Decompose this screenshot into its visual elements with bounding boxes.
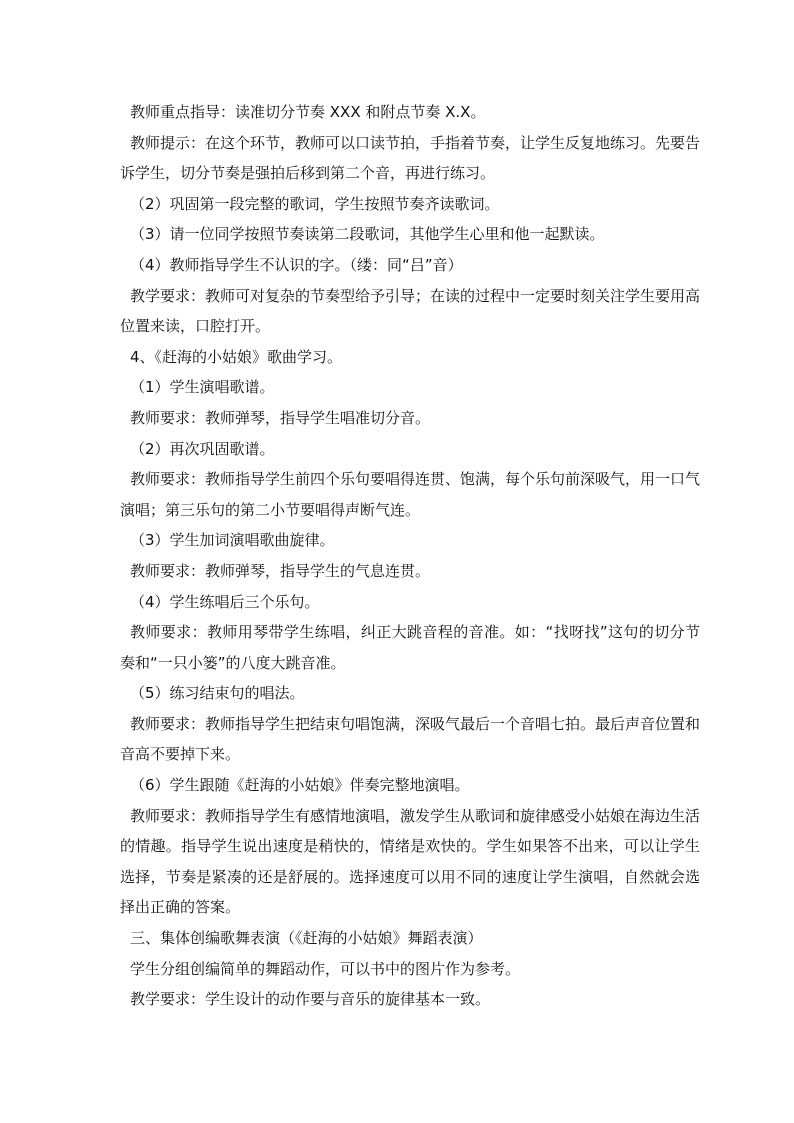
paragraph: （3）请一位同学按照节奏读第二段歌词，其他学生心里和他一起默读。 — [130, 225, 605, 244]
paragraph: 教师要求：教师指导学生把结束句唱饱满，深吸气最后一个音唱七拍。最后声音位置和音高不要掉下来。 — [120, 714, 701, 764]
paragraph: 教师要求：教师指导学生有感情地演唱，激发学生从歌词和旋律感受小姑娘在海边生活的情趣。指导学生说出速度是稍快的，情绪是欢快的。学生如果答不出来，可以让学生选择，节奏是紧凑的还是舒展的。选择速度可以用不同的速度让学生演唱，自然就会选择出正确的答案。 — [120, 806, 701, 917]
paragraph: （3）学生加词演唱歌曲旋律。 — [130, 531, 335, 550]
paragraph: （1）学生演唱歌谱。 — [130, 378, 275, 397]
document-body — [120, 97, 700, 1015]
paragraph: 教学要求：教师可对复杂的节奏型给予引导；在读的过程中一定要时刻关注学生要用高位置来读，口腔打开。 — [120, 286, 701, 336]
paragraph: 教师要求：教师弹琴，指导学生唱准切分音。 — [130, 408, 431, 427]
paragraph: （4）教师指导学生不认识的字。（缕：同“吕”音） — [130, 255, 463, 274]
paragraph: （6）学生跟随《赶海的小姑娘》伴奏完整地演唱。 — [130, 776, 470, 795]
paragraph: 学生分组创编简单的舞蹈动作，可以书中的图片作为参考。 — [130, 959, 521, 978]
paragraph: 4、《赶海的小姑娘》歌曲学习。 — [130, 347, 343, 366]
paragraph: 教师重点指导：读准切分节奏 XXX 和附点节奏 X.X。 — [130, 103, 486, 121]
paragraph: （2）再次巩固歌谱。 — [130, 439, 275, 458]
paragraph: 教学要求：学生设计的动作要与音乐的旋律基本一致。 — [130, 990, 491, 1009]
paragraph: 三、集体创编歌舞表演（《赶海的小姑娘》舞蹈表演） — [130, 929, 483, 948]
paragraph: （5）练习结束句的唱法。 — [130, 684, 305, 703]
paragraph: （2）巩固第一段完整的歌词，学生按照节奏齐读歌词。 — [130, 194, 500, 213]
paragraph: 教师要求：教师指导学生前四个乐句要唱得连贯、饱满，每个乐句前深吸气，用一口气演唱；第三乐句的第二小节要唱得声断气连。 — [120, 470, 701, 519]
paragraph: 教师提示：在这个环节，教师可以口读节拍，手指着节奏，让学生反复地练习。先要告诉学生，切分节奏是强拍后移到第二个音，再进行练习。 — [120, 133, 701, 183]
paragraph: 教师要求：教师用琴带学生练唱，纠正大跳音程的音准。如：“找呀找”这句的切分节奏和“一只小篓”的八度大跳音准。 — [120, 623, 700, 672]
paragraph: （4）学生练唱后三个乐句。 — [130, 592, 320, 611]
paragraph: 教师要求：教师弹琴，指导学生的气息连贯。 — [130, 561, 431, 580]
